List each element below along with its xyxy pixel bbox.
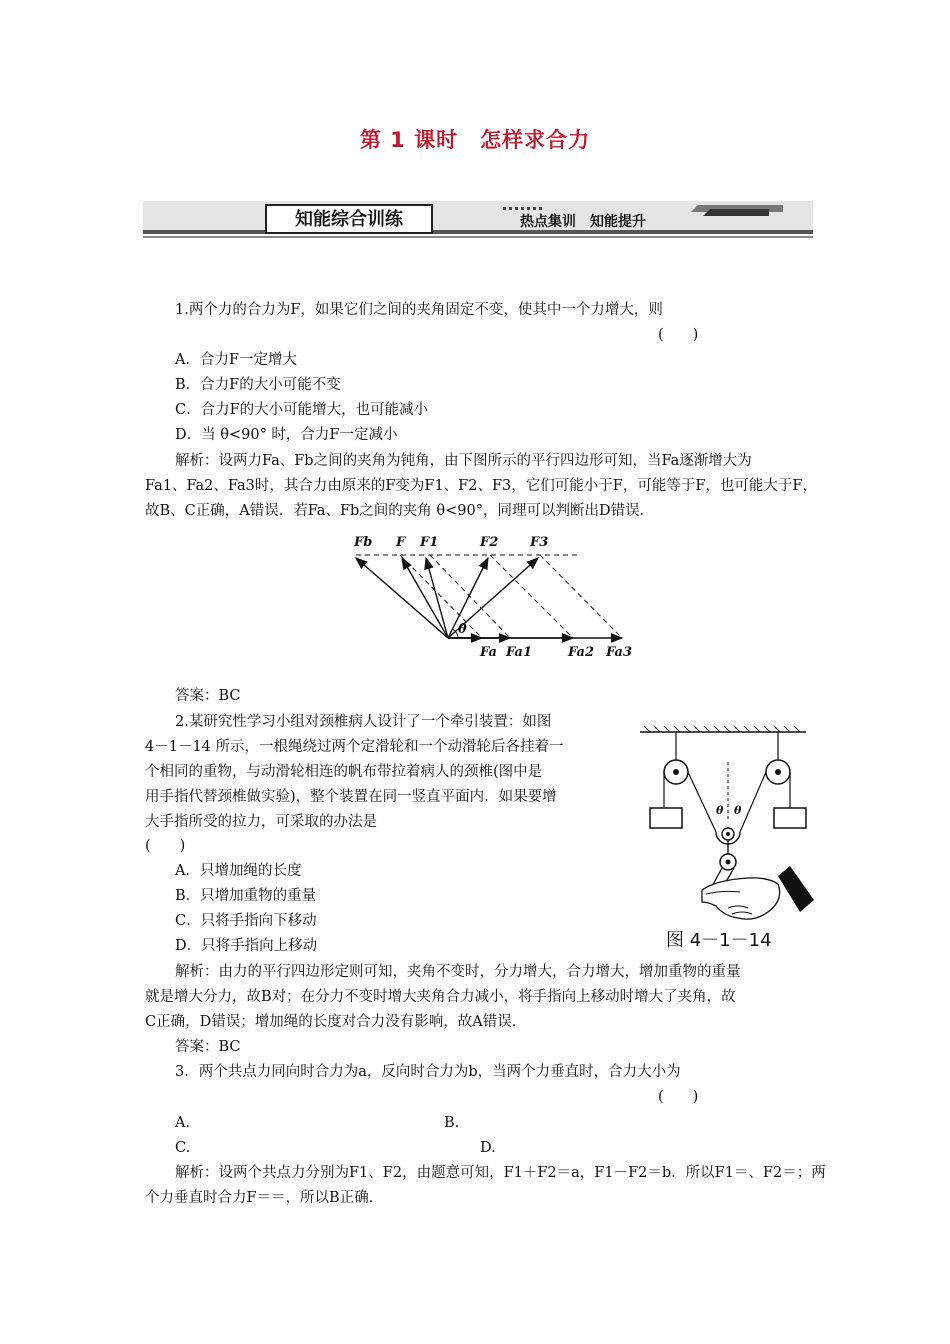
label-f2: F2 xyxy=(480,535,499,550)
q3-solution-line: 解析：设两个共点力分别为F1、F2，由题意可知，F1＋F2＝a，F1－F2＝b．所以F1＝、F2＝；两 xyxy=(175,1165,826,1181)
force-parallelogram-figure xyxy=(340,528,640,668)
q2-stem-line: 个相同的重物，与动滑轮相连的帆布带拉着病人的颈椎(图中是 xyxy=(145,764,543,780)
q2-option-d: D．只将手指向上移动 xyxy=(175,938,318,954)
q1-option-b: B．合力F的大小可能不变 xyxy=(175,377,341,393)
q1-solution-line: Fa1、Fa2、Fa3时，其合力由原来的F变为F1、F2、F3，它们可能小于F，可能等于F，也可能大于F， xyxy=(145,478,817,494)
q1-option-d: D．当 θ<90° 时，合力F一定减小 xyxy=(175,427,398,443)
label-fa: Fa xyxy=(480,645,497,660)
label-fb: Fb xyxy=(354,535,373,550)
label-f: F xyxy=(396,535,406,550)
q2-stem-line: 4－1－14 所示，一根绳绕过两个定滑轮和一个动滑轮后各挂着一 xyxy=(145,739,564,755)
label-theta: θ xyxy=(458,622,467,637)
q3-option-c: C. xyxy=(175,1140,191,1156)
q2-option-a: A．只增加绳的长度 xyxy=(175,863,302,879)
q2-solution-line: 解析：由力的平行四边形定则可知，夹角不变时，分力增大，合力增大，增加重物的重量 xyxy=(175,964,741,980)
q1-option-c: C．合力F的大小可能增大，也可能减小 xyxy=(175,402,429,418)
page-title: 第 1 课时 怎样求合力 xyxy=(359,128,591,152)
q1-solution-line: 解析：设两力Fa、Fb之间的夹角为钝角，由下图所示的平行四边形可知，当Fa逐渐增大为 xyxy=(175,453,752,469)
q1-answer-paren: ( ) xyxy=(658,327,699,343)
banner-left-label: 知能综合训练 xyxy=(295,209,403,230)
q2-stem-line: 用手指代替颈椎做实验)，整个装置在同一竖直平面内．如果要增 xyxy=(145,789,557,805)
q3-solution-line: 个力垂直时合力F＝＝，所以B正确． xyxy=(145,1190,384,1206)
q3-option-a: A. xyxy=(175,1115,191,1131)
banner-right-label: 热点集训 知能提升 xyxy=(520,214,646,230)
q2-option-b: B．只增加重物的重量 xyxy=(175,888,317,904)
label-fa2: Fa2 xyxy=(568,645,594,660)
q2-stem-line: 大手指所受的拉力，可采取的办法是 xyxy=(145,814,377,830)
q3-option-d: D. xyxy=(480,1140,496,1156)
q2-answer: 答案：BC xyxy=(175,1039,241,1055)
label-f3: F3 xyxy=(530,535,549,550)
label-fa1: Fa1 xyxy=(506,645,532,660)
q3-answer-paren: ( ) xyxy=(658,1089,699,1105)
q2-solution-line: 就是增大分力，故B对；在分力不变时增大夹角合力减小，将手指向上移动时增大了夹角，故 xyxy=(145,989,736,1005)
traction-device-figure xyxy=(628,722,818,952)
section-banner xyxy=(143,201,813,241)
label-fa3: Fa3 xyxy=(606,645,632,660)
theta-right-label: θ xyxy=(734,804,742,817)
q1-option-a: A．合力F一定增大 xyxy=(175,352,298,368)
q3-stem: 3．两个共点力同向时合力为a，反向时合力为b，当两个力垂直时，合力大小为 xyxy=(175,1064,681,1080)
q2-stem-line: 2.某研究性学习小组对颈椎病人设计了一个牵引装置：如图 xyxy=(175,714,552,730)
q1-solution-line: 故B、C正确，A错误．若Fa、Fb之间的夹角 θ<90°，同理可以判断出D错误． xyxy=(145,503,655,519)
q1-answer: 答案：BC xyxy=(175,688,241,704)
q2-option-c: C．只将手指向下移动 xyxy=(175,913,317,929)
q2-solution-line: C正确，D错误；增加绳的长度对合力没有影响，故A错误． xyxy=(145,1014,527,1030)
q3-option-b: B. xyxy=(444,1115,460,1131)
q1-stem: 1.两个力的合力为F，如果它们之间的夹角固定不变，使其中一个力增大，则 xyxy=(175,302,663,318)
q2-answer-paren: ( ) xyxy=(145,838,186,854)
figure-caption: 图 4－1－14 xyxy=(666,930,772,951)
theta-left-label: θ xyxy=(716,804,724,817)
label-f1: F1 xyxy=(420,535,439,550)
